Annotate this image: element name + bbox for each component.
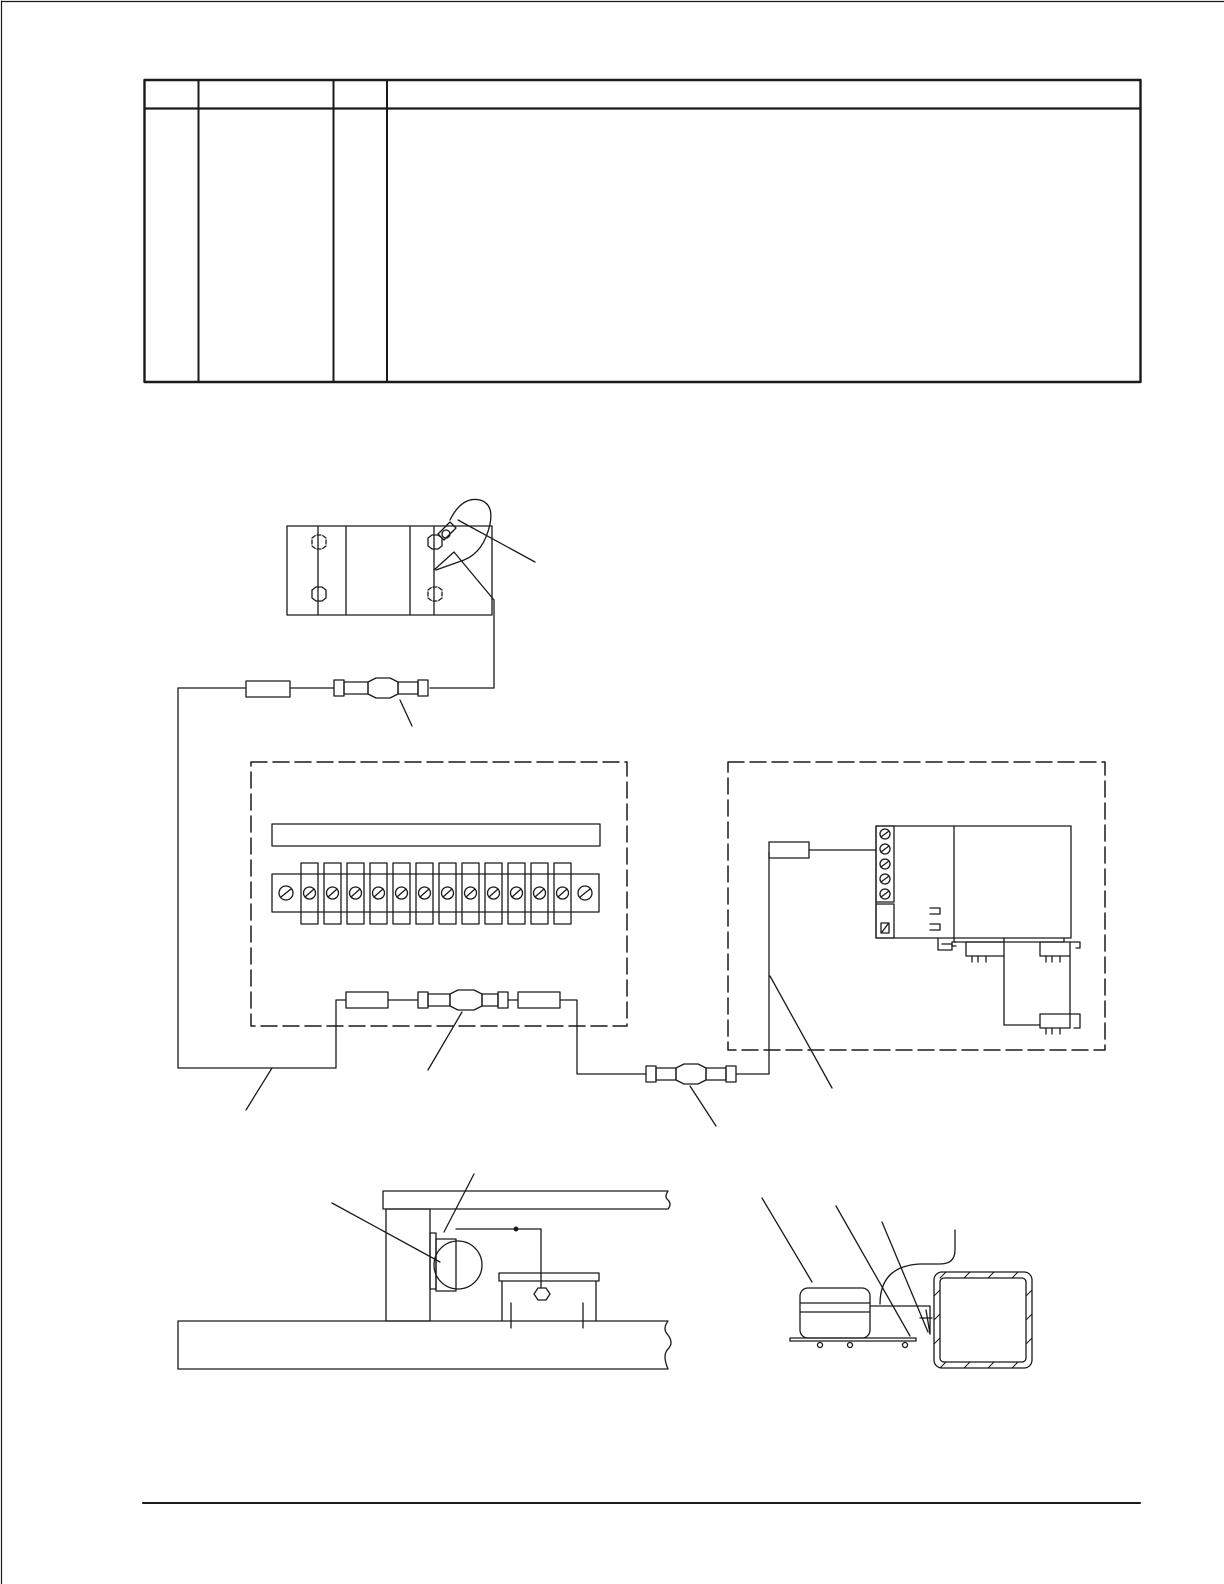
leader-line bbox=[690, 1086, 716, 1126]
terminal-box-enclosure bbox=[251, 762, 646, 1074]
hatching bbox=[934, 1272, 1032, 1368]
leader-line bbox=[444, 1174, 474, 1232]
terminal-screw-icon bbox=[301, 863, 571, 924]
leader-line bbox=[400, 700, 412, 726]
wire-sleeve bbox=[346, 992, 388, 1008]
motor-icon bbox=[800, 1288, 870, 1338]
leader-line bbox=[836, 1206, 910, 1336]
leader-line bbox=[770, 976, 832, 1088]
inline-connector-icon bbox=[334, 678, 428, 698]
inline-connector-icon bbox=[646, 1064, 736, 1084]
leader-line bbox=[458, 520, 535, 562]
ground-wire bbox=[736, 852, 769, 1074]
leader-line bbox=[762, 1198, 812, 1282]
wire-sleeve bbox=[769, 842, 809, 858]
motor-icon bbox=[434, 1239, 482, 1291]
terminal-strip bbox=[272, 874, 599, 912]
mounting-bracket bbox=[287, 499, 535, 615]
wire-sleeve bbox=[246, 681, 290, 697]
side-view-mounting bbox=[178, 1174, 671, 1369]
page-border bbox=[2, 1, 1224, 1584]
header-table bbox=[145, 80, 1141, 382]
bolt-icon bbox=[312, 535, 326, 601]
inline-connector-icon bbox=[418, 990, 508, 1010]
leader-line bbox=[246, 1068, 272, 1110]
wire-sleeve bbox=[518, 992, 560, 1008]
relay-module bbox=[876, 826, 1080, 1034]
ground-wire-harness bbox=[178, 600, 494, 1110]
relay-box-enclosure bbox=[728, 762, 1105, 1088]
ground-lug-icon bbox=[434, 499, 494, 600]
leader-line bbox=[428, 1012, 462, 1070]
section-view-detail bbox=[762, 1198, 1032, 1368]
terminal-screw-icon bbox=[880, 829, 890, 899]
